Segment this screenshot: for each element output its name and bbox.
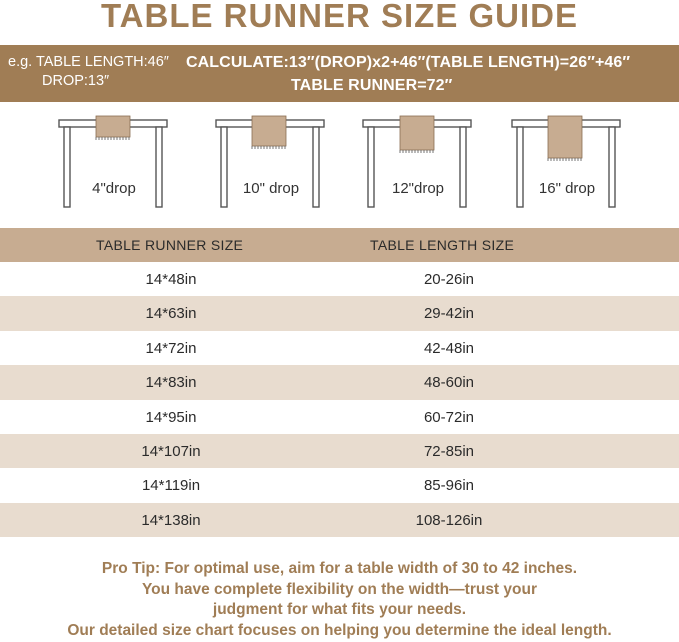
runner-size-cell: 14*119in — [141, 477, 201, 495]
table-row — [0, 468, 679, 502]
table-illustration-icon — [362, 110, 474, 220]
page-title: TABLE RUNNER SIZE GUIDE — [100, 0, 579, 34]
table-length-cell: 108-126in — [415, 511, 483, 529]
runner-size-cell: 14*72in — [145, 339, 197, 357]
runner-size-cell: 14*95in — [145, 408, 197, 426]
table-row — [0, 262, 679, 296]
runner-size-cell: 14*63in — [145, 305, 197, 323]
drop-label: 16" drop — [538, 180, 596, 197]
pro-tip-line: judgment for what fits your needs. — [212, 601, 467, 618]
header-table-length: TABLE LENGTH SIZE — [370, 237, 515, 253]
drop-diagram-12 — [362, 110, 474, 220]
table-length-cell: 48-60in — [423, 374, 475, 392]
table-length-cell: 60-72in — [423, 408, 475, 426]
table-illustration-icon — [511, 110, 623, 220]
table-row — [0, 365, 679, 399]
pro-tip — [0, 559, 679, 641]
runner-size-cell: 14*48in — [145, 271, 197, 288]
size-table — [0, 228, 679, 537]
drop-label: 10" drop — [242, 180, 300, 197]
table-length-cell: 85-96in — [423, 477, 475, 495]
runner-size-cell: 14*83in — [145, 374, 197, 392]
pro-tip-line: Our detailed size chart focuses on helping you determine the ideal length. — [67, 621, 612, 639]
table-length-cell: 29-42in — [423, 305, 475, 323]
table-illustration-icon — [58, 110, 170, 220]
drop-label: 4"drop — [92, 180, 136, 197]
runner-size-cell: 14*107in — [141, 442, 201, 460]
example-banner — [0, 45, 679, 102]
example-calculation: CALCULATE:13″(DROP)x2+46″(TABLE LENGTH)=26″+46″ — [186, 54, 631, 71]
table-row — [0, 503, 679, 537]
table-length-cell: 72-85in — [423, 442, 475, 460]
drop-diagram-16 — [511, 110, 623, 220]
table-row — [0, 434, 679, 468]
runner-size-cell: 14*138in — [141, 511, 201, 529]
example-table-length: e.g. TABLE LENGTH:46″ — [8, 54, 169, 70]
table-header — [0, 228, 679, 262]
pro-tip-line: You have complete flexibility on the width—trust your — [141, 580, 537, 598]
example-drop: DROP:13″ — [42, 73, 110, 89]
drop-diagram-10 — [215, 110, 327, 220]
example-result: TABLE RUNNER=72″ — [291, 77, 453, 94]
drop-label: 12"drop — [391, 180, 445, 197]
table-length-cell: 42-48in — [423, 339, 475, 357]
table-row — [0, 296, 679, 330]
table-illustration-icon — [215, 110, 327, 220]
table-row — [0, 400, 679, 434]
drop-diagrams — [0, 110, 679, 220]
pro-tip-line: Pro Tip: For optimal use, aim for a table width of 30 to 42 inches. — [101, 560, 578, 577]
header-runner-size: TABLE RUNNER SIZE — [96, 237, 244, 253]
table-length-cell: 20-26in — [423, 271, 475, 288]
drop-diagram-4 — [58, 110, 170, 220]
table-row — [0, 331, 679, 365]
